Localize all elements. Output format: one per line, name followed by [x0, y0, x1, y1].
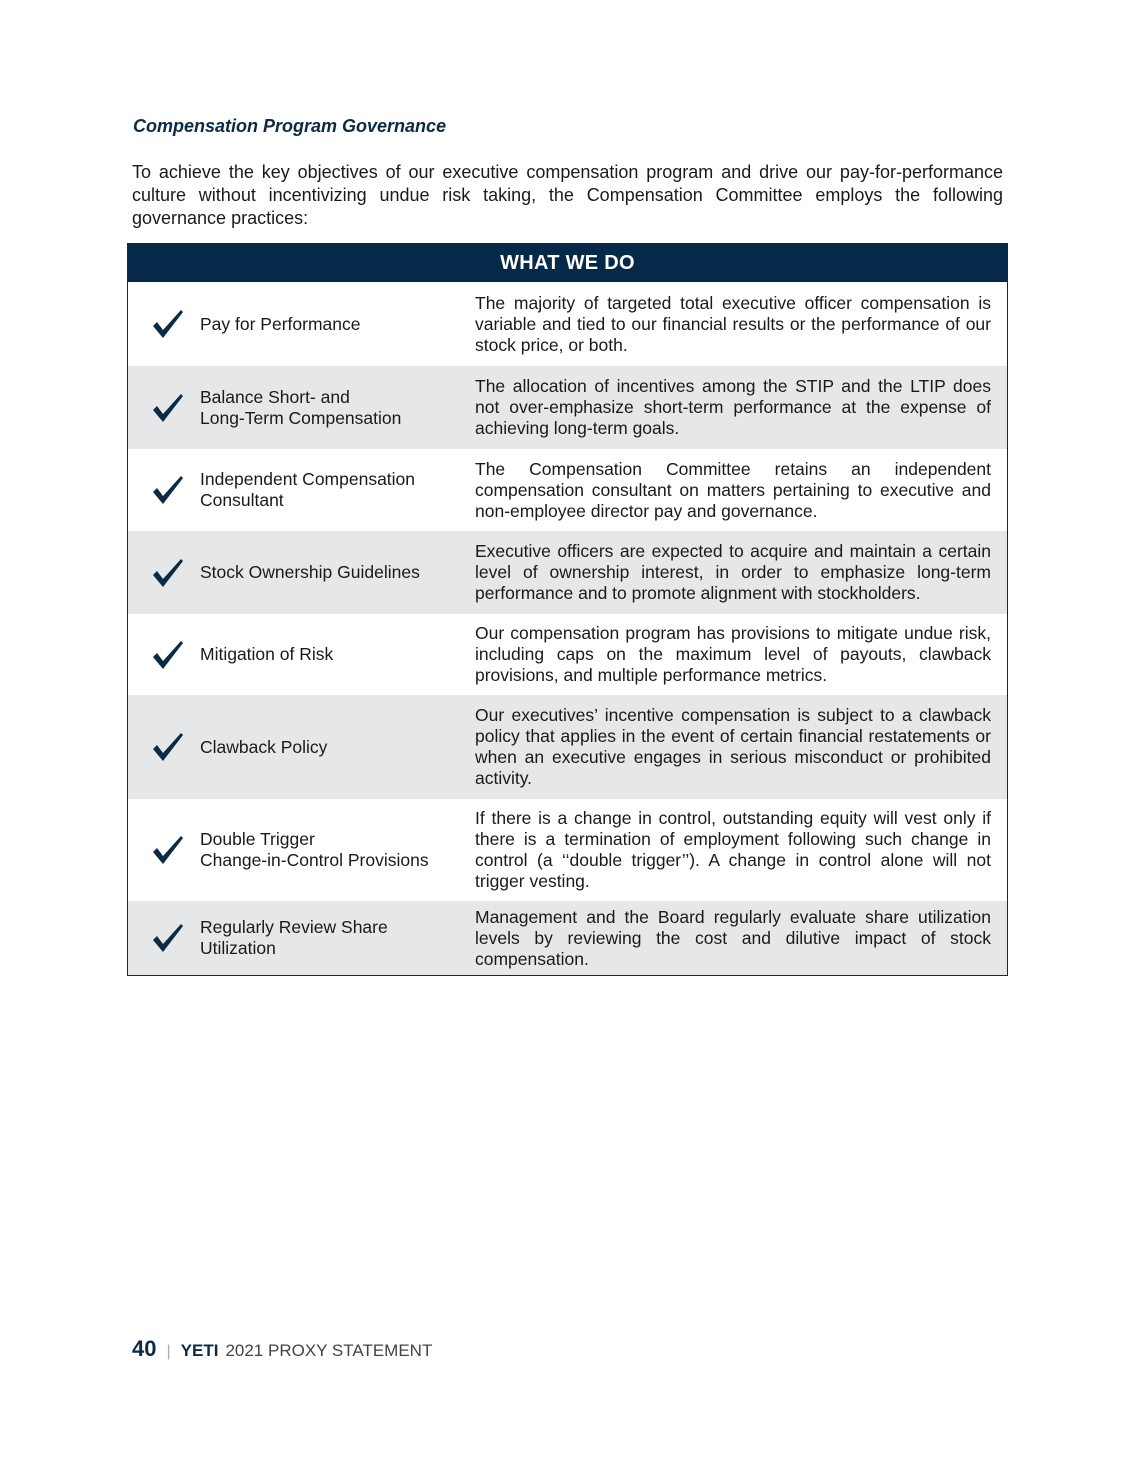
checkmark-icon [128, 392, 200, 424]
table-row [128, 366, 1007, 449]
table-row [128, 695, 1007, 799]
what-we-do-table [127, 243, 1008, 976]
practice-name: Balance Short- and Long-Term Compensation [200, 386, 402, 428]
document-title: 2021 PROXY STATEMENT [225, 1341, 433, 1360]
practice-name: Stock Ownership Guidelines [200, 562, 420, 582]
practice-description: The majority of targeted total executive officer compensation is variable and tied to our financial results or the performance of our stock price, or both. [475, 292, 991, 355]
footer-separator: | [166, 1343, 171, 1360]
checkmark-icon [128, 474, 200, 506]
practice-name: Independent Compensation Consultant [200, 469, 416, 510]
practice-description: The Compensation Committee retains an independent compensation consultant on matters pertaining to executive and non-employee director pay and governance. [475, 458, 991, 521]
practice-description: Management and the Board regularly evaluate share utilization levels by reviewing the cost and dilutive impact of stock compensation. [475, 906, 991, 969]
checkmark-icon [128, 557, 200, 589]
table-row [128, 449, 1007, 531]
practice-name: Pay for Performance [200, 313, 361, 334]
section-title: Compensation Program Governance [133, 116, 447, 136]
intro-paragraph: To achieve the key objectives of our executive compensation program and drive our pay-for-performance culture without incentivizing undue risk taking, the Compensation Committee employs the following governance practices: [132, 162, 1003, 228]
table-header: WHAT WE DO [128, 244, 1007, 282]
table-row [128, 901, 1007, 975]
practice-description: The allocation of incentives among the STIP and the LTIP does not over-emphasize short-term performance at the expense of achieving long-term goals. [475, 376, 991, 438]
practice-description: Our executives’ incentive compensation is subject to a clawback policy that applies in the event of certain financial restatements or when an executive engages in serious misconduct or prohibited activity. [475, 705, 991, 788]
practice-name: Clawback Policy [200, 736, 328, 757]
practice-description: Our compensation program has provisions to mitigate undue risk, including caps on the maximum level of payouts, clawback provisions, and multiple performance metrics. [475, 623, 991, 685]
practice-name: Regularly Review Share Utilization [200, 917, 388, 958]
checkmark-icon [128, 922, 200, 954]
table-row [128, 531, 1007, 614]
page-footer [132, 1336, 432, 1362]
checkmark-icon [128, 731, 200, 763]
checkmark-icon [128, 308, 200, 340]
page-number: 40 [132, 1336, 157, 1361]
table-row [128, 614, 1007, 695]
brand-name: YETI [180, 1341, 219, 1360]
practice-name: Double Trigger Change-in-Control Provisions [200, 829, 429, 870]
practice-description: If there is a change in control, outstanding equity will vest only if there is a termination of employment following such change in control (a ‘‘double trigger’’). A change in control alone will not trigger vesting. [475, 808, 991, 891]
checkmark-icon [128, 834, 200, 866]
checkmark-icon [128, 639, 200, 671]
table-row [128, 799, 1007, 901]
practice-name: Mitigation of Risk [200, 644, 334, 664]
table-row [128, 282, 1007, 366]
practice-description: Executive officers are expected to acquire and maintain a certain level of ownership interest, in order to emphasize long-term performance and to promote alignment with stockholders. [475, 541, 991, 603]
